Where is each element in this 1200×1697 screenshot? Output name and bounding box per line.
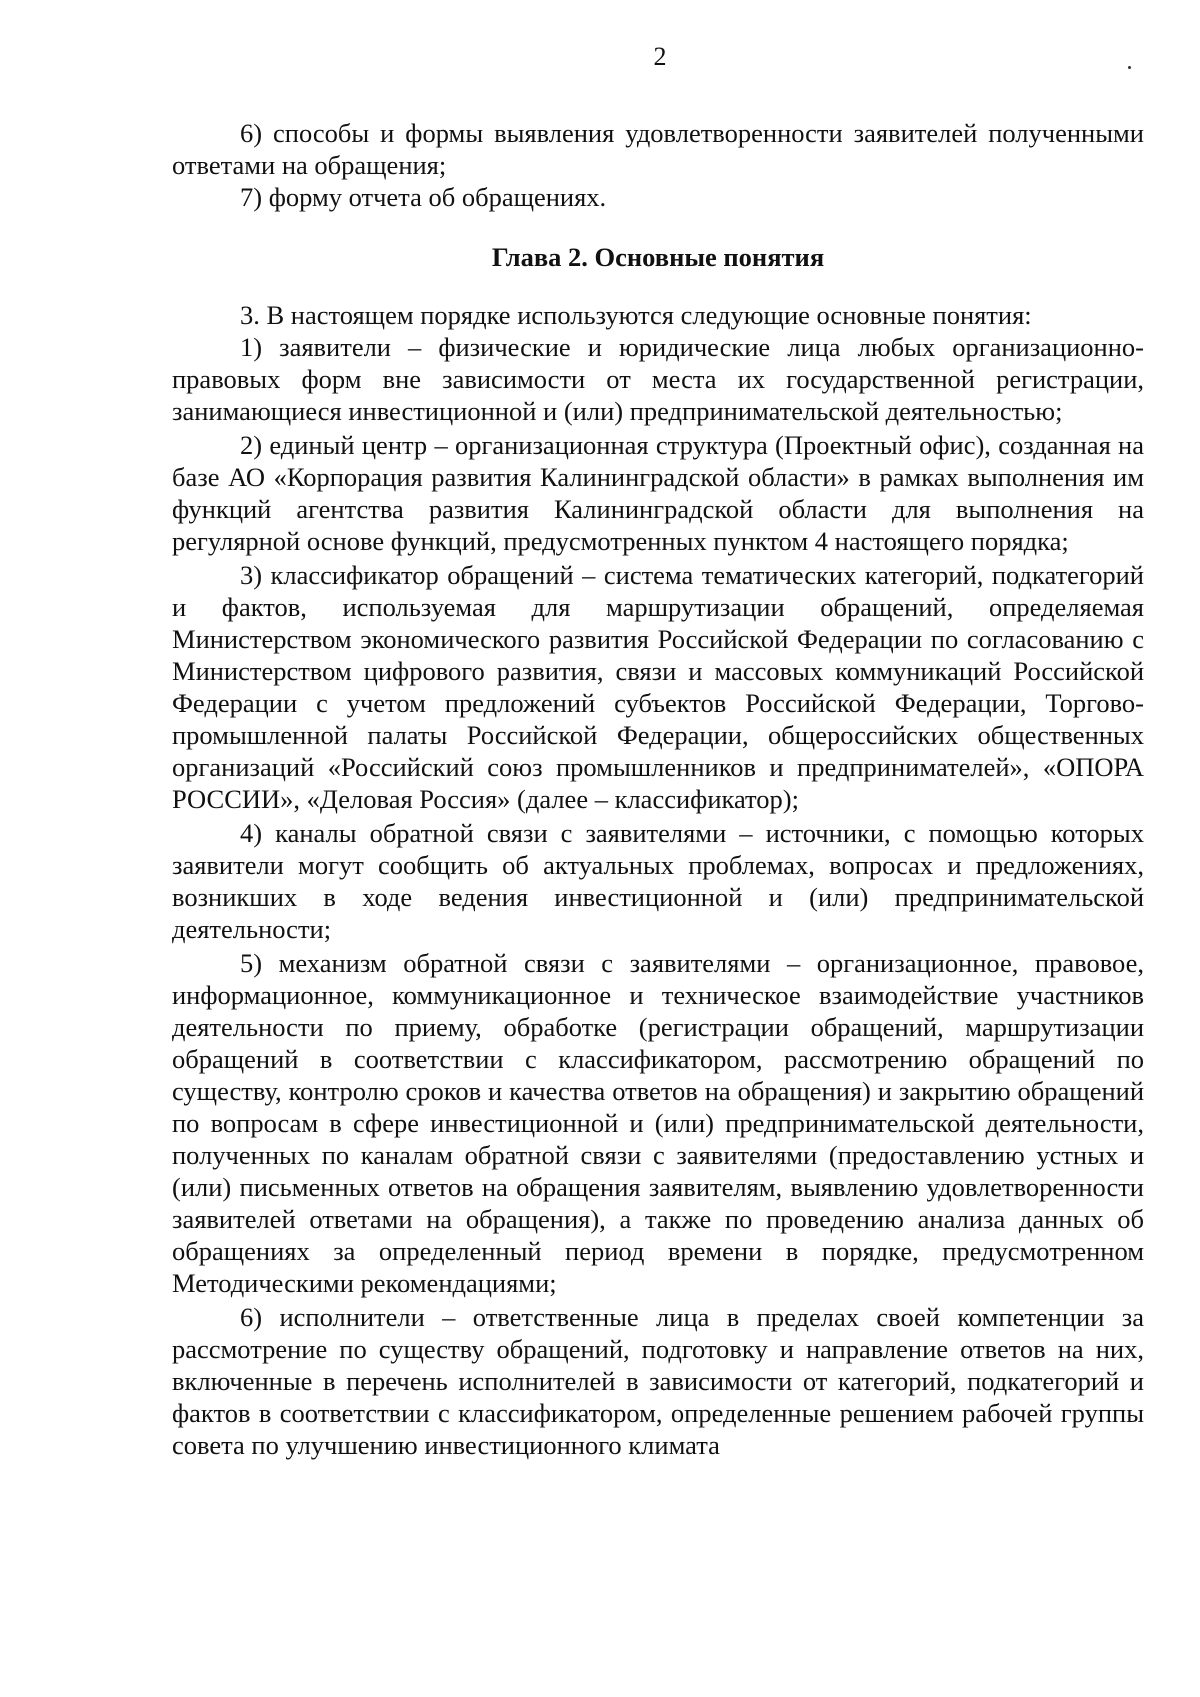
definition-item-4: 4) каналы обратной связи с заявителями – источники, с помощью которых заявители могут сообщить об актуальных проблемах, вопросах и предложениях, возникших в ходе ведения инвестиционной и (или) предпринимательской деятельности; (172, 818, 1144, 944)
definition-item-3: 3) классификатор обращений – система тематических категорий, подкатегорий и фактов, используемая для маршрутизации обращений, определяемая Министерством экономического развития Российской Федерации по согласованию с Министерством цифрового развития, связи и массовых коммуникаций Российской Федерации с учетом предложений субъектов Российской Федерации, Торгово-промышленной палаты Российской Федерации, общероссийских общественных организаций «Российский союз промышленников и предпринимателей», «ОПОРА РОССИИ», «Деловая Россия» (далее – классификатор); (172, 560, 1144, 814)
definition-item-2: 2) единый центр – организационная структура (Проектный офис), созданная на базе АО «Корпорация развития Калининградской области» в рамках выполнения им функций агентства развития Калининградской области для выполнения на регулярной основе функций, предусмотренных пунктом 4 настоящего порядка; (172, 430, 1144, 556)
intro-item-6: 6) способы и формы выявления удовлетворенности заявителей полученными ответами на обращения; (172, 118, 1144, 180)
definition-item-5: 5) механизм обратной связи с заявителями – организационное, правовое, информационное, коммуникационное и техническое взаимодействие участников деятельности по приему, обработке (регистрации обращений, маршрутизации обращений в соответствии с классификатором, рассмотрению обращений по существу, контролю сроков и качества ответов на обращения) и закрытию обращений по вопросам в сфере инвестиционной и (или) предпринимательской деятельности, полученных по каналам обратной связи с заявителями (предоставлению устных и (или) письменных ответов на обращения заявителям, выявлению удовлетворенности заявителей ответами на обращения), а также по проведению анализа данных об обращениях за определенный период времени в порядке, предусмотренном Методическими рекомендациями; (172, 948, 1144, 1298)
definition-item-1: 1) заявители – физические и юридические лица любых организационно-правовых форм вне зависимости от места их государственной регистрации, занимающиеся инвестиционной и (или) предпринимательской деятельностью; (172, 332, 1144, 426)
document-body (172, 117, 1144, 1461)
scan-speck (1128, 66, 1131, 69)
section-3-lead: 3. В настоящем порядке используются следующие основные понятия: (240, 300, 1032, 330)
chapter-title: Глава 2. Основные понятия (491, 242, 825, 272)
intro-item-7: 7) форму отчета об обращениях. (240, 182, 607, 212)
definition-item-6: 6) исполнители – ответственные лица в пределах своей компетенции за рассмотрение по существу обращений, подготовку и направление ответов на них, включенные в перечень исполнителей в зависимости от категорий, подкатегорий и фактов в соответствии с классификатором, определенные решением рабочей группы совета по улучшению инвестиционного климата (172, 1302, 1144, 1460)
page-number: 2 (653, 42, 667, 71)
